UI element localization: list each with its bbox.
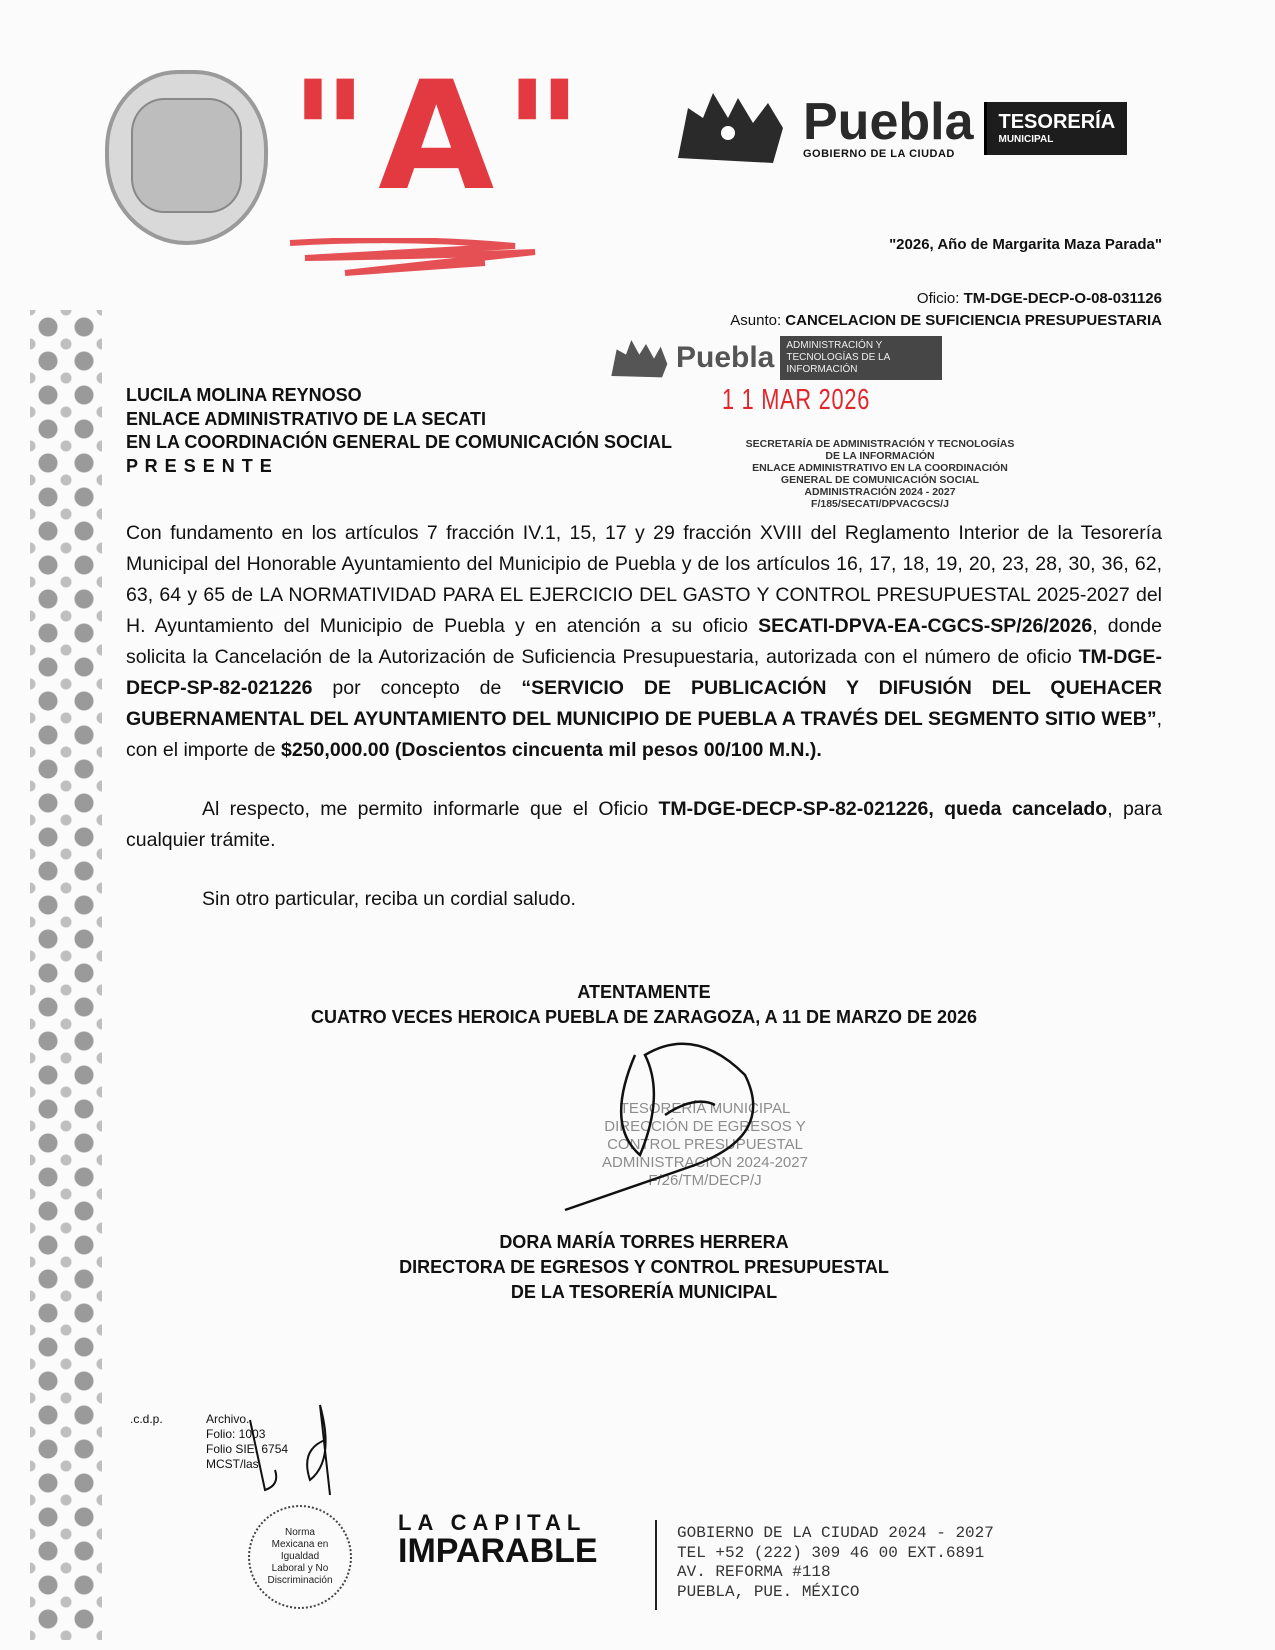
text: , para cualquier trámite. — [126, 798, 1162, 851]
concept: “SERVICIO DE PUBLICACIÓN Y DIFUSIÓN DEL QUEHACER GUBERNAMENTAL DEL AYUNTAMIENTO DEL MUNICIPIO DE PUEBLA A TRAVÉS DEL SEGMENTO SITIO WEB” — [126, 677, 1162, 730]
city-logo-icon — [673, 88, 793, 168]
received-stamp — [730, 438, 1030, 510]
asunto-value: CANCELACION DE SUFICIENCIA PRESUPUESTARIA — [785, 312, 1162, 329]
signer-title: DE LA TESORERÍA MUNICIPAL — [510, 1282, 778, 1302]
stamp-line: DIRECCIÓN DE EGRESOS Y — [604, 1118, 806, 1135]
stamp-line: ADMINISTRACIÓN 2024 - 2027 — [804, 486, 956, 498]
stamp-logo-subtitle: ADMINISTRACIÓN Y TECNOLOGÍAS DE LA INFORMACIÓN — [780, 336, 942, 380]
reference: SECATI-DPVA-EA-CGCS-SP/26/2026 — [758, 615, 1093, 637]
presente: P R E S E N T E — [126, 455, 273, 476]
cdp-item: Folio: 1003 — [206, 1427, 266, 1441]
addressee-block — [126, 384, 672, 478]
tesoreria-subtitle: MUNICIPAL — [998, 133, 1054, 145]
addressee-title: EN LA COORDINACIÓN GENERAL DE COMUNICACIÓN SOCIAL — [126, 432, 673, 452]
date-stamp: 1 1 MAR 2026 — [722, 384, 871, 416]
received-logo-stamp — [610, 336, 942, 380]
decorative-border — [30, 310, 102, 1640]
slogan-line: IMPARABLE — [398, 1532, 598, 1570]
addressee-name: LUCILA MOLINA REYNOSO — [126, 385, 362, 405]
text: , con el importe de — [126, 708, 1162, 761]
paragraph-2 — [126, 794, 1162, 856]
asunto-label: Asunto: — [730, 312, 786, 329]
contact-address: AV. REFORMA #118 — [677, 1563, 831, 1581]
year-motto: "2026, Año de Margarita Maza Parada" — [889, 236, 1162, 253]
stamp-line: GENERAL DE COMUNICACIÓN SOCIAL — [780, 474, 980, 486]
cdp-item: Folio SIE: 6754 — [206, 1442, 289, 1456]
closing-place-date: CUATRO VECES HEROICA PUEBLA DE ZARAGOZA, A 11 DE MARZO DE 2026 — [310, 1007, 978, 1027]
signer-title: DIRECTORA DE EGRESOS Y CONTROL PRESUPUESTAL — [399, 1257, 889, 1277]
addressee-title: ENLACE ADMINISTRATIVO DE LA SECATI — [126, 408, 486, 429]
puebla-logo — [673, 88, 1127, 168]
cdp-item: MCST/las — [206, 1457, 259, 1471]
paragraph-1 — [126, 518, 1162, 766]
document-reference — [730, 288, 1162, 332]
text: por concepto de — [312, 677, 522, 699]
municipal-seal — [105, 70, 268, 245]
text: Con fundamento en los artículos 7 fracción IV.1, 15, 17 y 29 fracción XVIII del Reglamento Interior de la Tesorería Municipal del Honorable Ayuntamiento del Municipio de Puebla y de los artículos 16, 17, 18, 19, 20, 23, 28, 30, 36, 62, 63, 64 y 65 de LA NORMATIVIDAD PARA EL EJERCICIO DEL GASTO Y CONTROL PRESUPUESTAL 2025-2027 del H. Ayuntamiento del Municipio de Puebla y en atención a su oficio — [126, 522, 1162, 637]
closing — [126, 980, 1162, 1030]
stamp-line: DE LA INFORMACIÓN — [825, 450, 935, 462]
badge-text: Norma Mexicana en Igualdad Laboral y No Discriminación — [267, 1527, 333, 1586]
reference: TM-DGE-DECP-SP-82-021226 — [126, 646, 1162, 699]
logo-subtitle: GOBIERNO DE LA CIUDAD — [803, 148, 955, 160]
logo-word: Puebla — [803, 93, 974, 151]
signer-block — [126, 1230, 1162, 1305]
amount: $250,000.00 (Doscientos cincuenta mil pesos 00/100 M.N.). — [281, 739, 822, 761]
contact-city: PUEBLA, PUE. MÉXICO — [677, 1582, 860, 1601]
stamp-line: F/26/TM/DECP/J — [648, 1172, 762, 1189]
oficio-label: Oficio: — [916, 290, 964, 307]
cdp-item: Archivo. — [206, 1412, 250, 1426]
reference: TM-DGE-DECP-SP-82-021226, queda cancelado — [658, 798, 1108, 820]
oficio-number: TM-DGE-DECP-O-08-031126 — [963, 290, 1162, 307]
stamp-line: TESORERÍA MUNICIPAL — [619, 1100, 791, 1117]
signer-name: DORA MARÍA TORRES HERRERA — [499, 1232, 789, 1252]
initials-signature — [230, 1400, 350, 1500]
stamp-logo-word: Puebla — [676, 341, 775, 374]
handwritten-signature — [545, 1035, 805, 1215]
cdp-label: .c.d.p. — [130, 1412, 163, 1426]
letter-body — [126, 518, 1162, 943]
slogan-line: LA CAPITAL — [398, 1510, 587, 1535]
red-scribble — [285, 238, 545, 283]
footer-contact — [677, 1524, 994, 1602]
stamp-line: F/185/SECATI/DPVACGCS/J — [811, 498, 949, 510]
handwritten-annotation: "A" — [290, 50, 593, 224]
tesoreria-title: TESORERÍA — [998, 110, 1116, 133]
stamp-line: CONTROL PRESUPUESTAL — [607, 1136, 803, 1153]
stamp-line: ENLACE ADMINISTRATIVO EN LA COORDINACIÓN — [752, 462, 1008, 474]
paragraph-3: Sin otro particular, reciba un cordial saludo. — [202, 888, 576, 910]
text: Al respecto, me permito informarle que el Oficio — [202, 798, 659, 820]
contact-phone: TEL +52 (222) 309 46 00 EXT.6891 — [677, 1543, 985, 1562]
contact-line: GOBIERNO DE LA CIUDAD 2024 - 2027 — [677, 1524, 994, 1542]
tesoreria-badge — [984, 102, 1128, 155]
closing-line: ATENTAMENTE — [577, 982, 711, 1002]
equality-certification-badge — [248, 1505, 352, 1609]
stamp-line: SECRETARÍA DE ADMINISTRACIÓN Y TECNOLOGÍAS — [745, 438, 1015, 450]
city-logo-icon — [610, 336, 670, 380]
text: , donde solicita la Cancelación de la Autorización de Suficiencia Presupuestaria, autorizada con el número de oficio — [126, 615, 1163, 668]
footer-divider — [655, 1520, 657, 1610]
stamp-line: ADMINISTRACIÓN 2024-2027 — [602, 1154, 808, 1171]
slogan-logo — [398, 1512, 598, 1568]
